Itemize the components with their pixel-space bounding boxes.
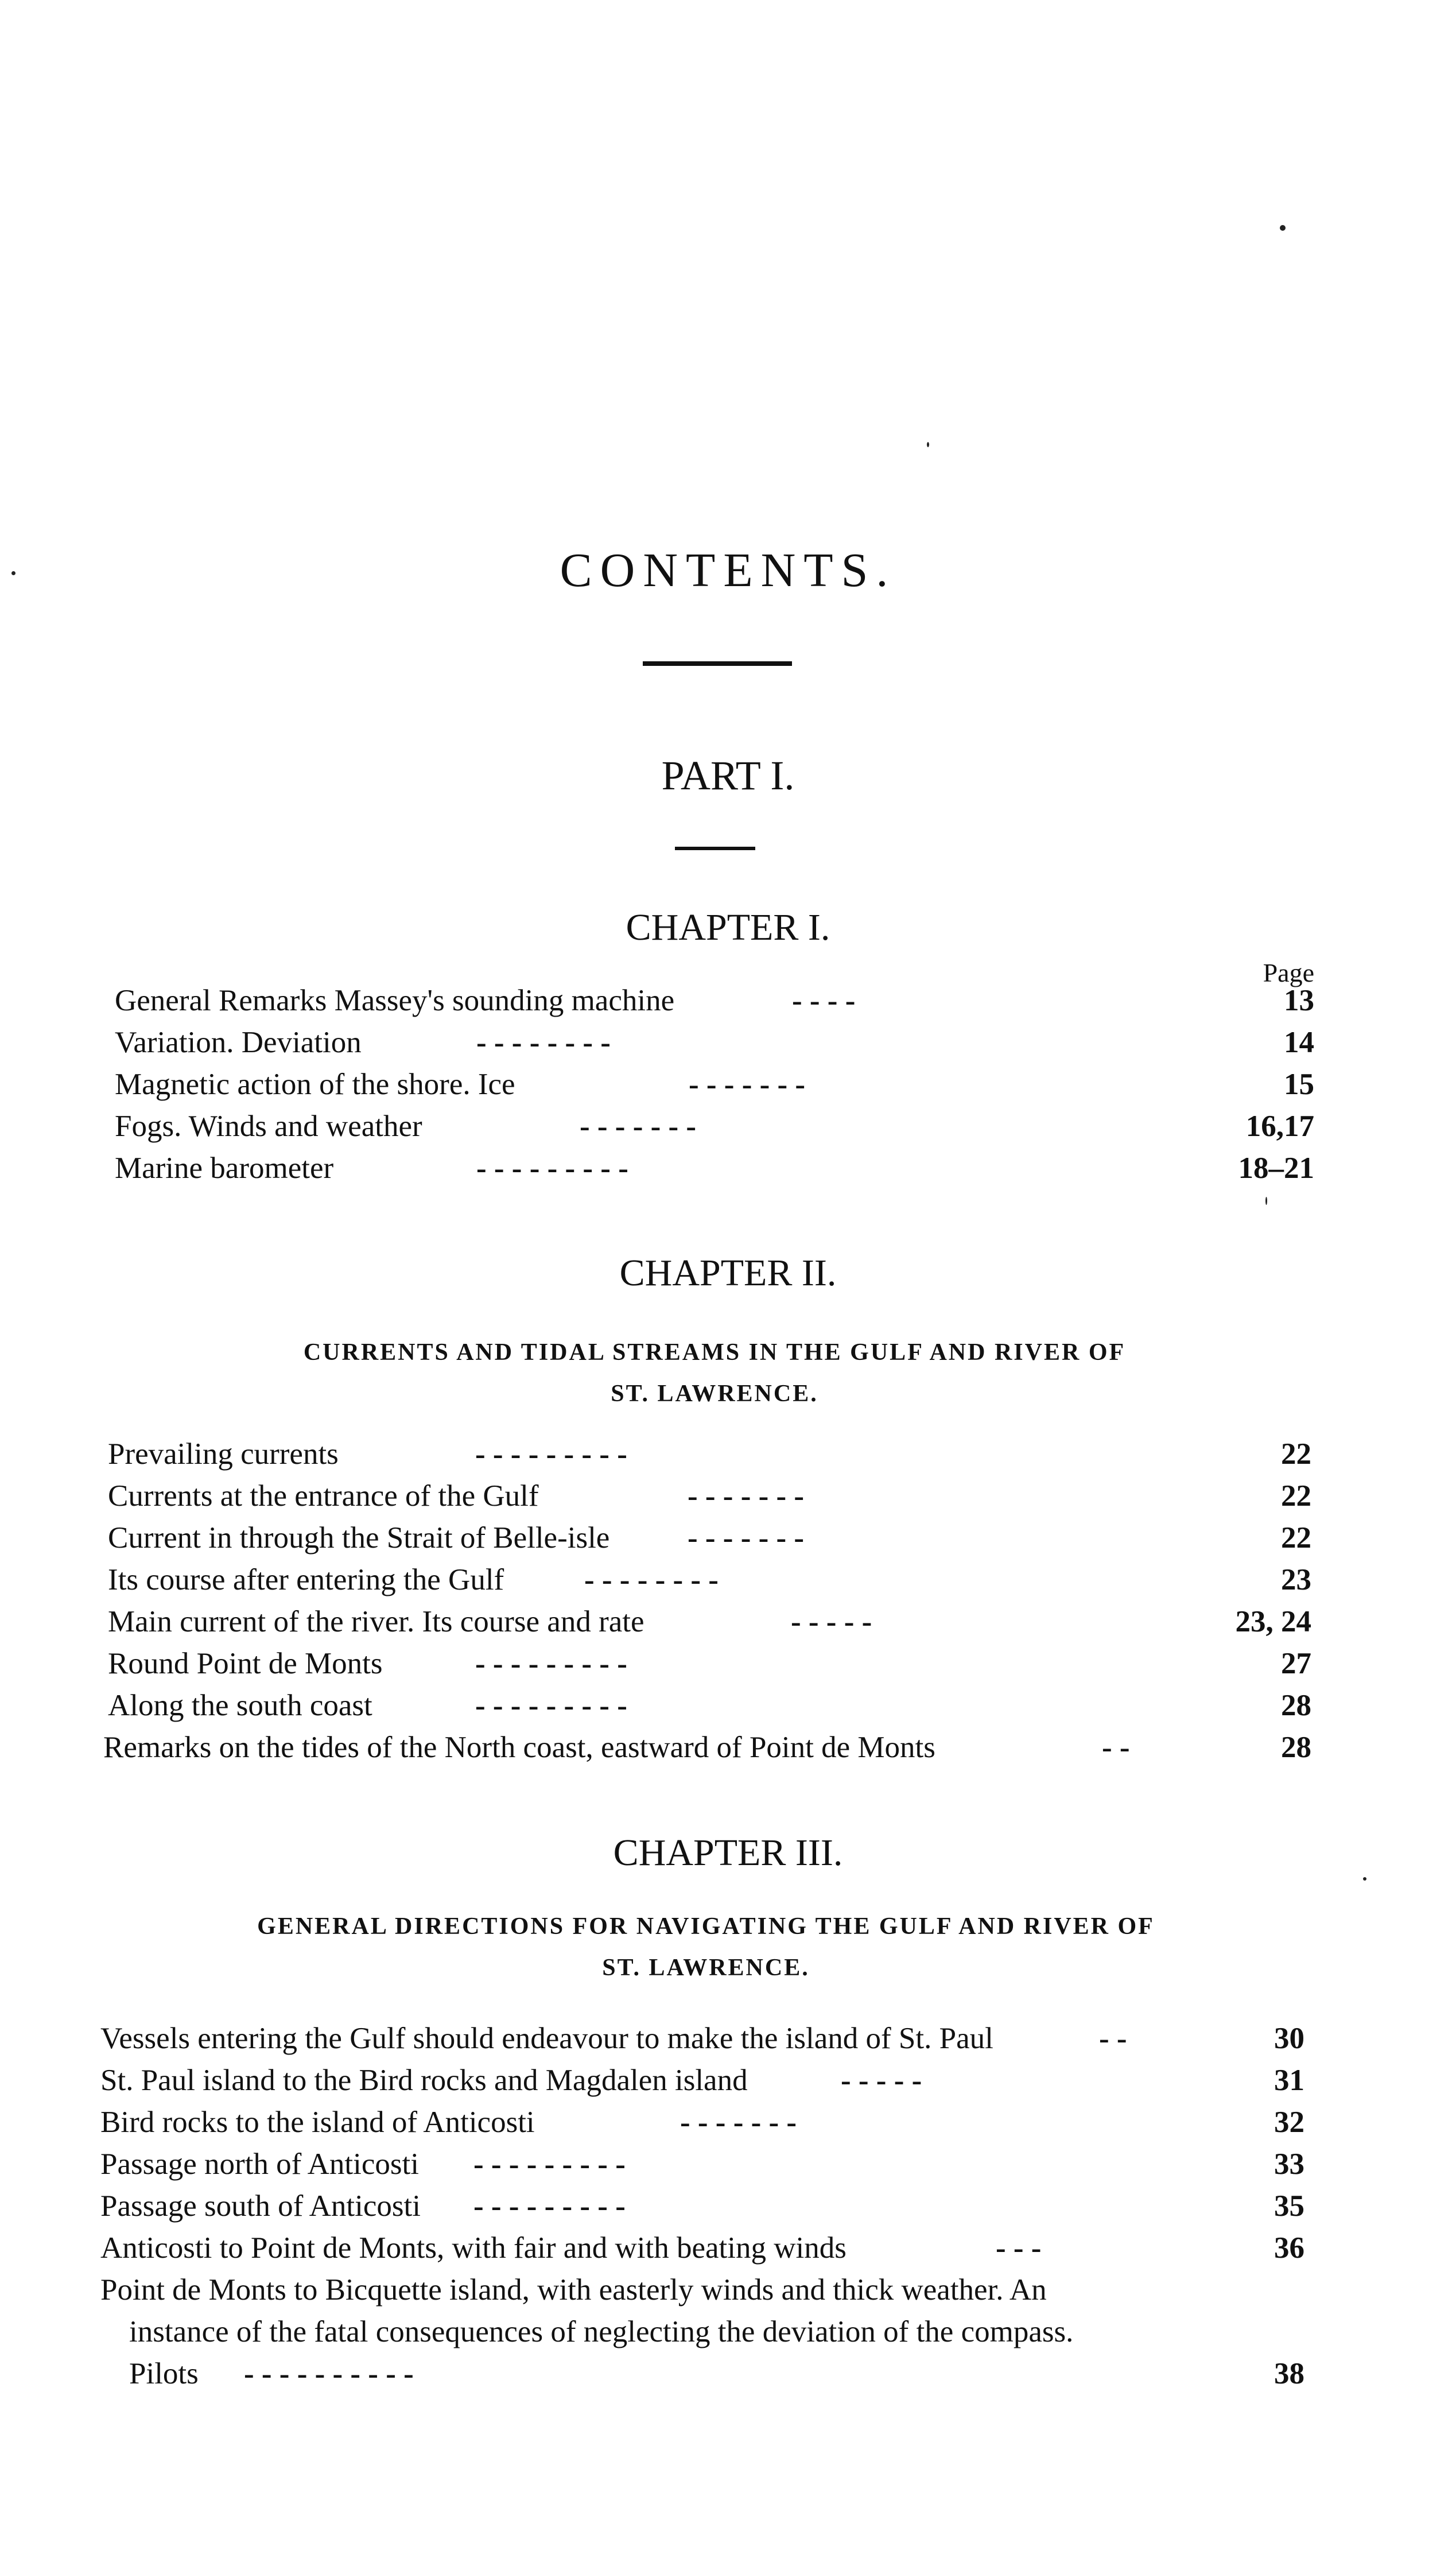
part-rule	[675, 847, 755, 850]
toc-entry	[108, 1559, 1311, 1601]
entry-page-number: 14	[1284, 1026, 1314, 1059]
toc-entry	[115, 979, 1314, 1022]
entry-title-continuation: instance of the fatal consequences of neglecting the deviation of the compass.	[129, 2315, 1074, 2348]
scan-speck	[927, 442, 929, 447]
dot-leaders: - - - - - - -	[688, 1479, 805, 1513]
entry-title: Current in through the Strait of Belle-isle	[108, 1521, 610, 1555]
entry-page-number: 23, 24	[1235, 1605, 1311, 1638]
toc-entry	[115, 1105, 1314, 1148]
dot-leaders: - - - - - - -	[580, 1110, 697, 1143]
toc-entry	[103, 1726, 1311, 1769]
entry-page-number: 32	[1274, 2106, 1304, 2139]
entry-page-number: 23	[1281, 1563, 1311, 1596]
toc-entry	[100, 2185, 1304, 2227]
entry-page-number: 15	[1284, 1068, 1314, 1101]
entry-page-number: 35	[1274, 2189, 1304, 2223]
chapter-subtitle	[161, 1906, 1251, 1988]
entry-page-number: 16,17	[1245, 1110, 1314, 1143]
entry-title: Currents at the entrance of the Gulf	[108, 1479, 539, 1513]
chapter-subtitle	[189, 1332, 1240, 1414]
page-title: CONTENTS.	[560, 544, 896, 597]
entry-title: Round Point de Monts	[108, 1647, 383, 1680]
entry-title: Passage north of Anticosti	[100, 2148, 419, 2181]
entry-title: Pilots	[129, 2357, 199, 2390]
chapter-subtitle-line: GENERAL DIRECTIONS FOR NAVIGATING THE GULF AND RIVER OF	[257, 1913, 1155, 1940]
entry-title: Fogs. Winds and weather	[115, 1110, 422, 1143]
dot-leaders: - - - - -	[791, 1605, 872, 1638]
dot-leaders: - - - - - - -	[688, 1521, 805, 1555]
entry-page-number: 28	[1281, 1689, 1311, 1722]
toc-entry	[100, 2101, 1304, 2143]
toc-entry	[115, 1021, 1314, 1064]
entry-title: Anticosti to Point de Monts, with fair and with beating winds	[100, 2231, 847, 2265]
entry-page-number: 27	[1281, 1647, 1311, 1680]
dot-leaders: - - - - - - -	[680, 2106, 797, 2139]
dot-leaders: - - - - - - - -	[584, 1563, 719, 1596]
entry-title: General Remarks Massey's sounding machine	[115, 984, 675, 1017]
dot-leaders: - - - - - - - - - -	[244, 2357, 414, 2390]
toc-entry	[129, 2352, 1304, 2395]
entry-page-number: 33	[1274, 2148, 1304, 2181]
chapter-subtitle-line: CURRENTS AND TIDAL STREAMS IN THE GULF AND RIVER OF	[303, 1339, 1126, 1366]
entry-title: Bird rocks to the island of Anticosti	[100, 2106, 535, 2139]
dot-leaders: - - - - - - - - -	[475, 1689, 627, 1722]
toc-entry	[108, 1433, 1311, 1475]
entry-title: Variation. Deviation	[115, 1026, 362, 1059]
toc-entry	[108, 1475, 1311, 1517]
entry-title: Marine barometer	[115, 1152, 334, 1185]
dot-leaders: - - - - - - - - -	[473, 2148, 626, 2181]
scan-speck	[1280, 225, 1286, 231]
entry-page-number: 13	[1284, 984, 1314, 1017]
entry-page-number: 38	[1274, 2357, 1304, 2390]
scan-speck	[1363, 1877, 1366, 1881]
entry-page-number: 22	[1281, 1521, 1311, 1555]
chapter-heading: CHAPTER II.	[619, 1252, 837, 1294]
dot-leaders: - - - - - - - - -	[475, 1647, 627, 1680]
toc-entry	[115, 1147, 1314, 1189]
entry-page-number: 36	[1274, 2231, 1304, 2265]
entry-page-number: 30	[1274, 2022, 1304, 2055]
entry-page-number: 28	[1281, 1731, 1311, 1764]
toc-entry	[100, 2059, 1304, 2102]
dot-leaders: - - - - - - - -	[476, 1026, 611, 1059]
dot-leaders: - - - - - - - - -	[475, 1437, 627, 1471]
entry-title: Vessels entering the Gulf should endeavour to make the island of St. Paul	[100, 2022, 993, 2055]
dot-leaders: - - - -	[792, 984, 856, 1017]
dot-leaders: - - -	[996, 2231, 1042, 2265]
entry-title: Remarks on the tides of the North coast, eastward of Point de Monts	[103, 1731, 935, 1764]
chapter-subtitle-line: ST. LAWRENCE.	[611, 1381, 818, 1407]
scan-speck	[1265, 1197, 1267, 1205]
dot-leaders: - -	[1099, 2022, 1127, 2055]
toc-entry	[108, 1600, 1311, 1643]
toc-entry	[108, 1684, 1311, 1727]
toc-entry	[108, 1517, 1311, 1559]
toc-entry	[100, 2227, 1304, 2269]
page-column-heading: Page	[1263, 958, 1314, 987]
entry-title: Main current of the river. Its course and rate	[108, 1605, 644, 1638]
entry-page-number: 22	[1281, 1437, 1311, 1471]
entry-page-number: 31	[1274, 2064, 1304, 2097]
dot-leaders: - -	[1102, 1731, 1130, 1764]
part-heading: PART I.	[661, 753, 795, 798]
dot-leaders: - - - - - - - - -	[473, 2189, 626, 2223]
toc-entry	[100, 2017, 1304, 2060]
entry-title: Magnetic action of the shore. Ice	[115, 1068, 515, 1101]
entry-title: Passage south of Anticosti	[100, 2189, 421, 2223]
entry-title: Prevailing currents	[108, 1437, 339, 1471]
chapter-heading: CHAPTER I.	[626, 906, 830, 948]
entry-title: Along the south coast	[108, 1689, 372, 1722]
entry-page-number: 18–21	[1238, 1152, 1314, 1185]
title-rule	[643, 661, 792, 666]
dot-leaders: - - - - - - -	[689, 1068, 806, 1101]
chapter-heading: CHAPTER III.	[613, 1832, 843, 1874]
scan-speck	[11, 571, 15, 575]
dot-leaders: - - - - - - - - -	[476, 1152, 628, 1185]
toc-entry	[100, 2143, 1304, 2185]
entry-title: Its course after entering the Gulf	[108, 1563, 504, 1596]
dot-leaders: - - - - -	[841, 2064, 922, 2097]
chapter-subtitle-line: ST. LAWRENCE.	[602, 1955, 810, 1981]
entry-title: Point de Monts to Bicquette island, with easterly winds and thick weather. An	[100, 2273, 1047, 2307]
entry-title: St. Paul island to the Bird rocks and Magdalen island	[100, 2064, 748, 2097]
toc-entry	[108, 1642, 1311, 1685]
toc-entry	[115, 1063, 1314, 1106]
entry-page-number: 22	[1281, 1479, 1311, 1513]
